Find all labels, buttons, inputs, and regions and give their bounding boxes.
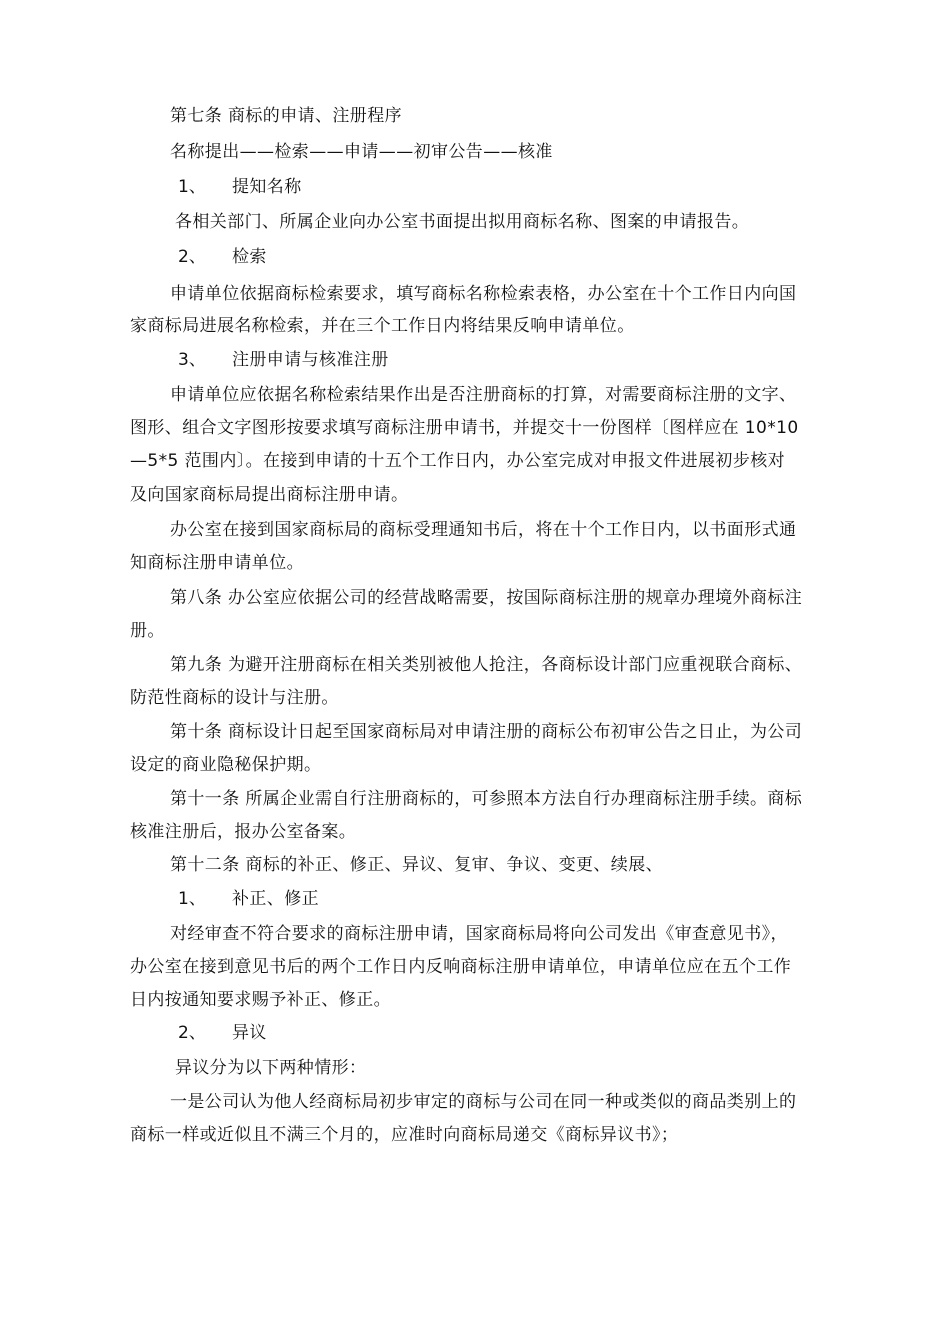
paragraph-line: 核准注册后，报办公室备案。: [130, 822, 357, 842]
article-12-heading: 第十二条 商标的补正、修正、异议、复审、争议、变更、续展、: [170, 855, 664, 875]
paragraph-line: 办公室在接到国家商标局的商标受理通知书后，将在十个工作日内，以书面形式通: [170, 520, 797, 540]
article-8-line: 第八条 办公室应依据公司的经营战略需要，按国际商标注册的规章办理境外商标注: [170, 588, 803, 608]
paragraph-line: 对经审查不符合要求的商标注册申请，国家商标局将向公司发出《审查意见书》，: [170, 924, 788, 944]
article-11-line: 第十一条 所属企业需自行注册商标的，可参照本方法自行办理商标注册手续。商标: [170, 789, 803, 809]
paragraph-line: 设定的商业隐秘保护期。: [130, 755, 322, 775]
paragraph-line: 申请单位依据商标检索要求，填写商标名称检索表格，办公室在十个工作日内向国: [170, 284, 797, 304]
subsection-1-title: 补正、修正: [232, 889, 319, 909]
article-9-line: 第九条 为避开注册商标在相关类别被他人抢注，各商标设计部门应重视联合商标、: [170, 655, 803, 675]
section-2-title: 检索: [232, 247, 267, 267]
paragraph-line: 防范性商标的设计与注册。: [130, 688, 339, 708]
article-7-heading: 第七条 商标的申请、注册程序: [170, 106, 403, 126]
paragraph-line: 异议分为以下两种情形：: [175, 1058, 367, 1078]
paragraph-line: 各相关部门、所属企业向办公室书面提出拟用商标名称、图案的申请报告。: [175, 212, 750, 232]
paragraph-line: 家商标局进展名称检索，并在三个工作日内将结果反响申请单位。: [130, 316, 635, 336]
process-flow-line: 名称提出——检索——申请——初审公告——核准: [170, 142, 553, 162]
section-2-number: 2、: [178, 247, 206, 267]
subsection-2-title: 异议: [232, 1023, 267, 1043]
paragraph-line: 日内按通知要求赐予补正、修正。: [130, 990, 391, 1010]
paragraph-line: 一是公司认为他人经商标局初步审定的商标与公司在同一种或类似的商品类别上的: [170, 1092, 797, 1112]
section-1-title: 提知名称: [232, 177, 302, 197]
paragraph-line: —5*5 范围内〕。在接到申请的十五个工作日内，办公室完成对申报文件进展初步核对: [130, 451, 786, 471]
paragraph-line: 知商标注册申请单位。: [130, 553, 304, 573]
section-1-number: 1、: [178, 177, 206, 197]
subsection-1-number: 1、: [178, 889, 206, 909]
paragraph-line: 及向国家商标局提出商标注册申请。: [130, 485, 409, 505]
paragraph-line: 申请单位应依据名称检索结果作出是否注册商标的打算，对需要商标注册的文字、: [170, 385, 797, 405]
subsection-2-number: 2、: [178, 1023, 206, 1043]
paragraph-line: 商标一样或近似且不满三个月的，应准时向商标局递交《商标异议书》；: [130, 1125, 679, 1145]
paragraph-line: 图形、组合文字图形按要求填写商标注册申请书，并提交十一份图样〔图样应在 10*10: [130, 418, 799, 438]
paragraph-line: 册。: [130, 621, 165, 641]
section-3-title: 注册申请与核准注册: [232, 350, 389, 370]
paragraph-line: 办公室在接到意见书后的两个工作日内反响商标注册申请单位，申请单位应在五个工作: [130, 957, 792, 977]
article-10-line: 第十条 商标设计日起至国家商标局对申请注册的商标公布初审公告之日止，为公司: [170, 722, 803, 742]
section-3-number: 3、: [178, 350, 206, 370]
